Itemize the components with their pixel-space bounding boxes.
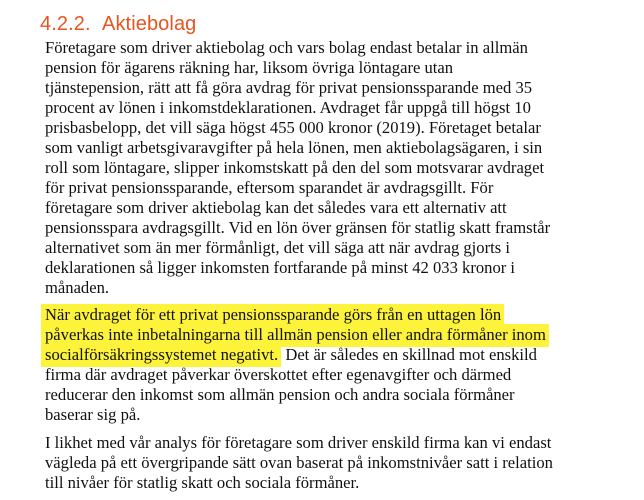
paragraph-1-line: pension för ägarens räkning har, liksom övriga löntagare utan [45,58,454,77]
paragraph-1-line: alternativet som än mer förmånligt, det vill säga att när avdrag gjorts i [45,238,510,257]
paragraph-2-line [45,345,537,365]
paragraph-1-line: pensionsspara avdragsgillt. Vid en lön över gränsen för statlig skatt framstår [45,218,551,237]
paragraph-2-line: firma där avdraget påverkar överskottet efter egenavgifter och därmed [45,365,512,384]
paragraph-2-line [45,305,504,325]
paragraph-3-line: I likhet med vår analys för företagare som driver enskild firma kan vi endast [45,433,552,452]
highlighted-text: socialförsäkringssystemet negativt. [41,344,281,367]
paragraph-2-line: reducerar den inkomst som allmän pension och andra sociala förmåner [45,385,515,404]
paragraph-1-line: för privat pensionssparande, eftersom sparandet är avdragsgillt. För [45,178,494,197]
paragraph-3-line: till nivåer för statlig skatt och sociala förmåner. [45,473,360,492]
continuation-text: Det är således en skillnad mot enskild [281,345,537,364]
paragraph-1-line: deklarationen så ligger inkomsten fortfarande på minst 42 033 kronor i [45,258,516,277]
paragraph-2-line [45,325,549,345]
highlighted-text: påverkas inte inbetalningarna till allmän pension eller andra förmåner inom [41,324,549,347]
section-heading [40,11,196,37]
section-number: 4.2.2. [40,13,91,35]
section-title: Aktiebolag [102,13,197,35]
highlighted-text: När avdraget för ett privat pensionssparande görs från en uttagen lön [41,304,504,327]
paragraph-1-line: roll som löntagare, slipper inkomstskatt på den del som motsvarar avdraget [45,158,545,177]
paragraph-1-line: företagare som driver aktiebolag kan det således vara ett alternativ att [45,198,507,217]
paragraph-1-line: månaden. [45,278,110,297]
paragraph-1-line: tjänstepension, rätt att få göra avdrag för privat pensionssparande med 35 [45,78,533,97]
paragraph-1-line: prisbasbelopp, det vill säga högst 455 000 kronor (2019). Företaget betalar [45,118,541,137]
paragraph-2-line: baserar sig på. [45,405,141,424]
paragraph-1-line: som vanligt arbetsgivaravgifter på hela lönen, men aktiebolagsägaren, i sin [45,138,543,157]
paragraph-1-line: Företagare som driver aktiebolag och vars bolag endast betalar in allmän [45,38,528,57]
paragraph-3-line: vägleda på ett övergripande sätt ovan baserat på inkomstnivåer satt i relation [45,453,553,472]
paragraph-1-line: procent av lönen i inkomstdeklarationen. Avdraget får uppgå till högst 10 [45,98,531,117]
